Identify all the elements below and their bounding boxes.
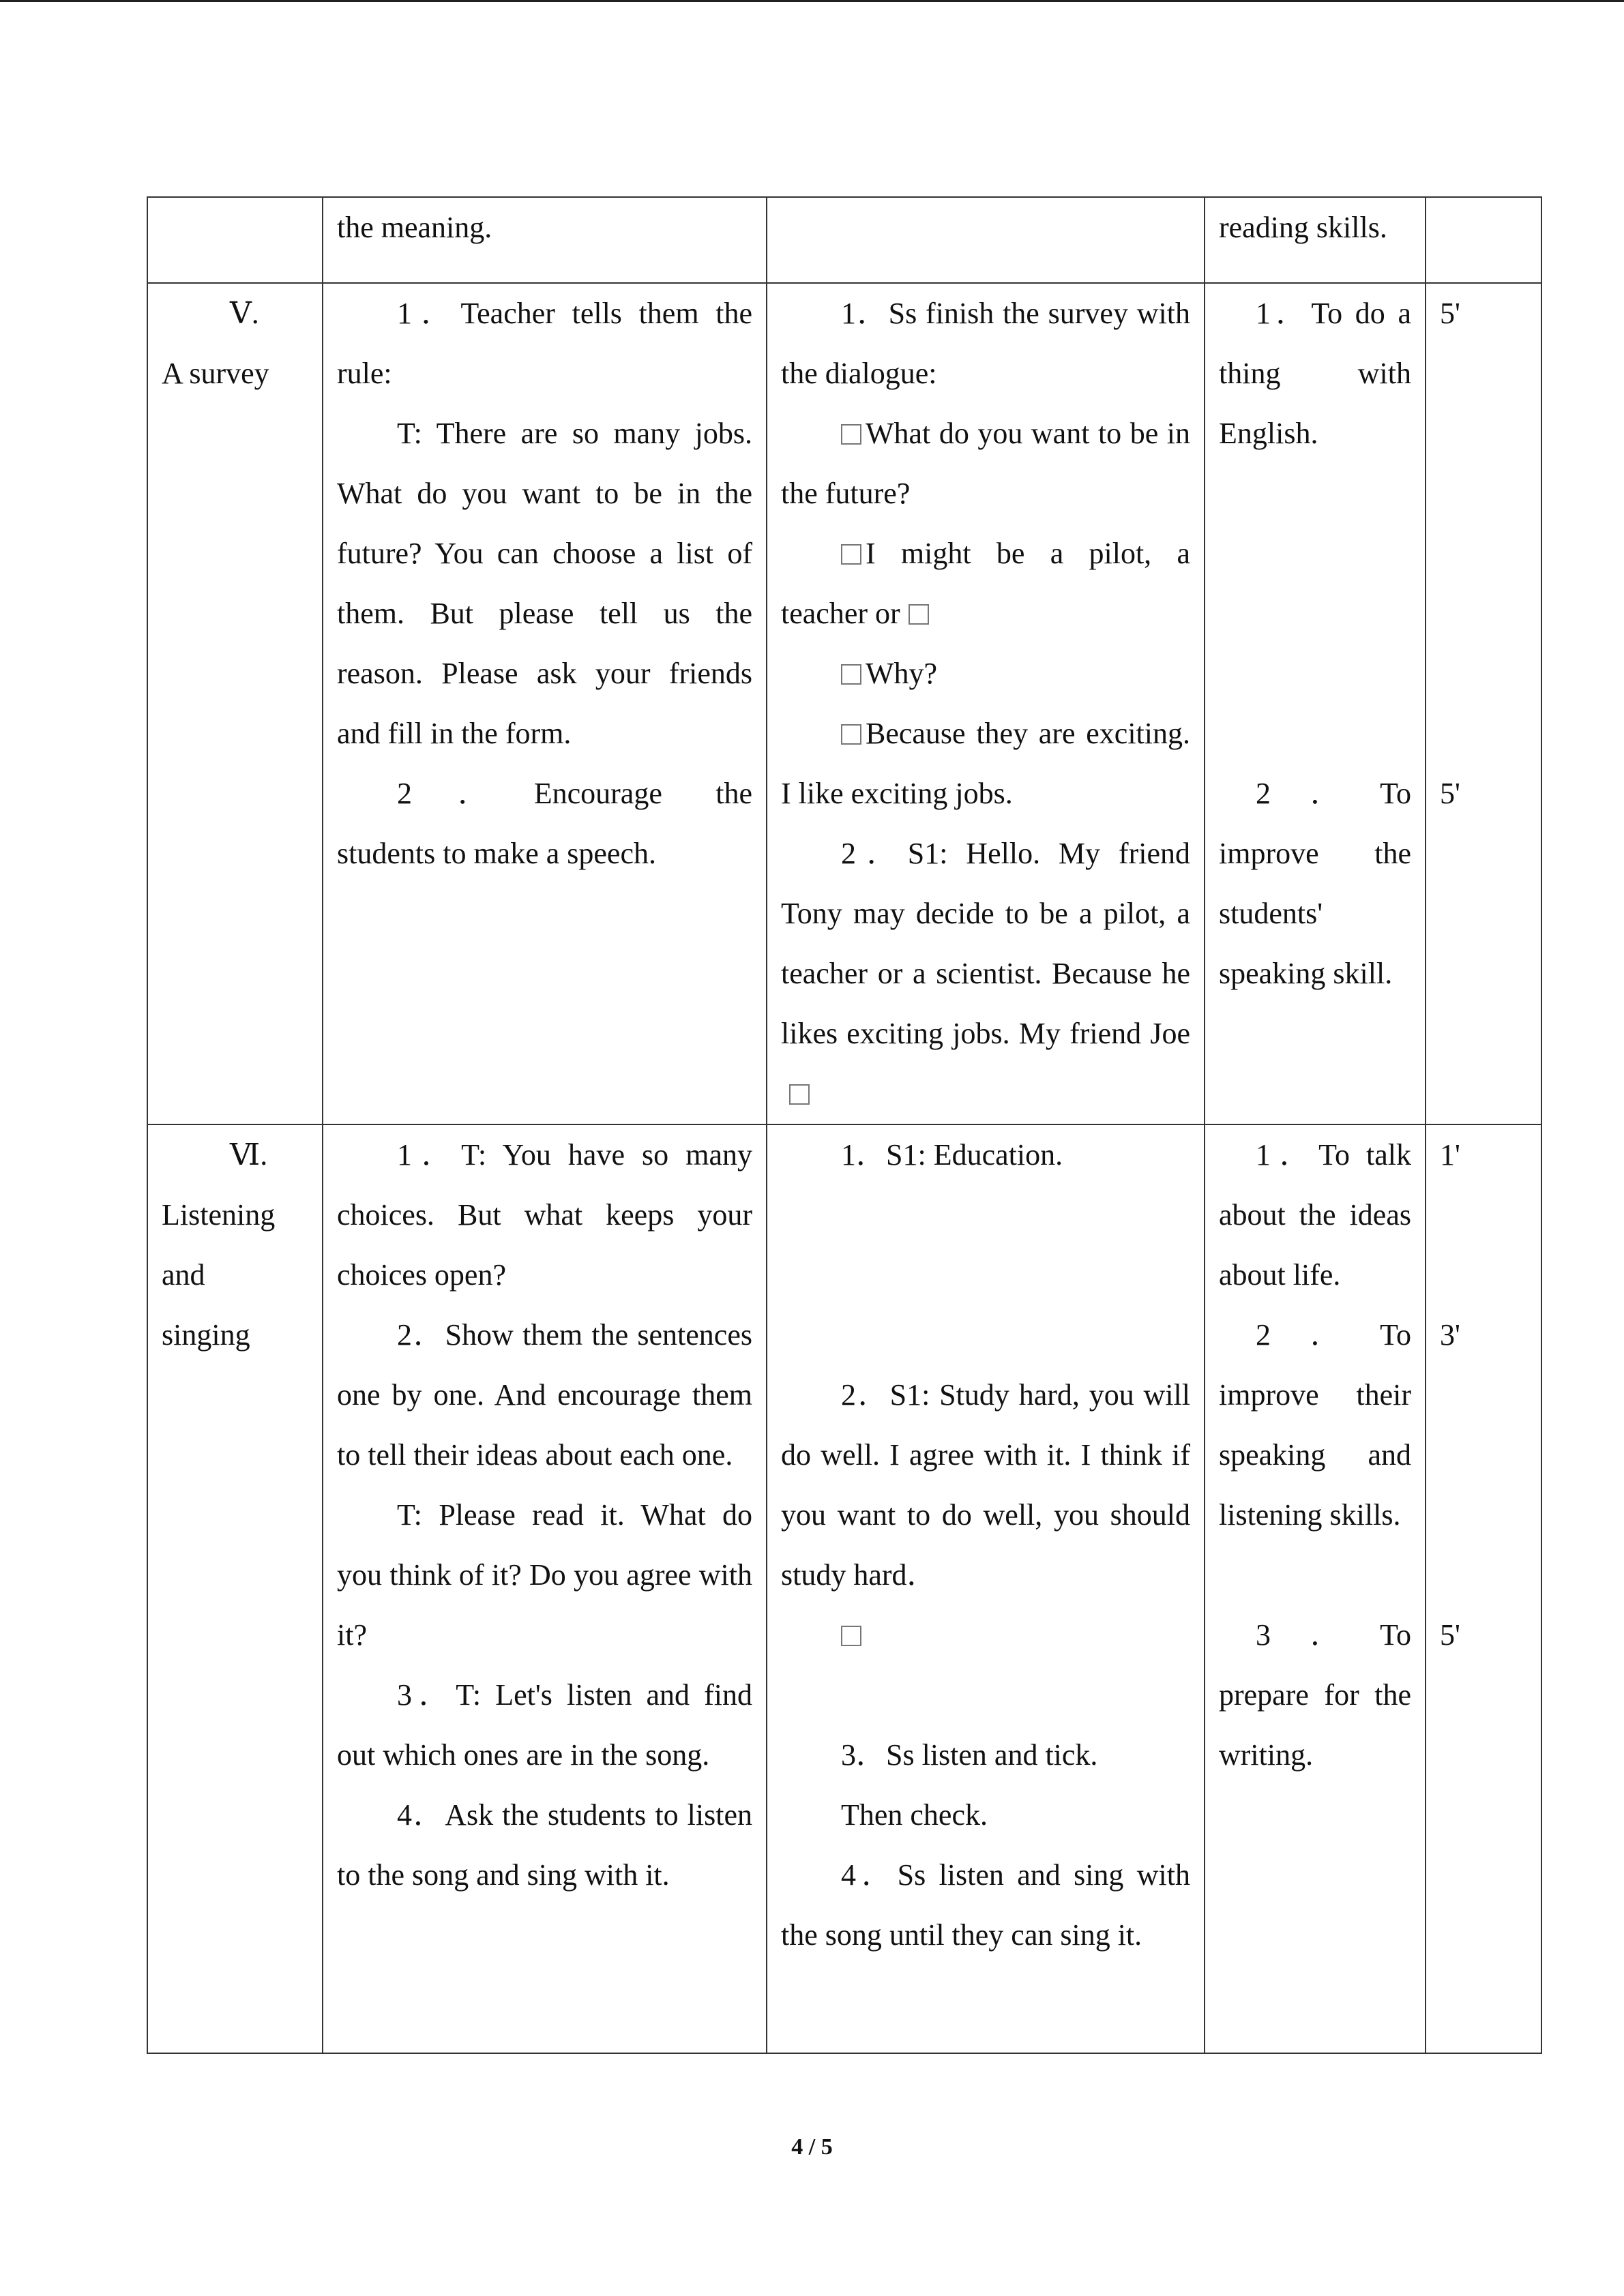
stage-cell xyxy=(147,283,323,1124)
student-activity-cell xyxy=(767,1124,1205,2053)
teacher-activity-cell xyxy=(323,283,767,1124)
teacher-activity-cell xyxy=(323,1124,767,2053)
time-2: 5' xyxy=(1440,777,1460,810)
time-2: 3' xyxy=(1440,1318,1460,1352)
page-number: 4 / 5 xyxy=(791,2134,833,2160)
teacher-step-2-prompt: T: Please read it. What do you think of it? Do you agree with it? xyxy=(337,1498,752,1652)
teacher-step-2-line2: students to make a speech. xyxy=(337,837,656,870)
empty-box-icon xyxy=(841,424,861,445)
student-activity-cell xyxy=(767,197,1205,283)
stage-numeral: Ⅵ. xyxy=(230,1138,268,1172)
teacher-step-4: 4．Ask the students to listen to the song and sing with it. xyxy=(337,1798,752,1892)
teacher-activity-text: the meaning. xyxy=(337,211,492,244)
aim-2: 2．To improve the students' speaking skill. xyxy=(1219,777,1411,990)
teacher-step-2: 2．Show them the sentences one by one. And encourage them to tell their ideas about each one. xyxy=(337,1318,752,1472)
stage-cell xyxy=(147,197,323,283)
stage-title: A survey xyxy=(162,357,269,390)
student-step-2: 2．S1: Study hard, you will do well. I agree with it. I think if you want to do well, you should study hard． xyxy=(781,1378,1190,1592)
aim-1: 1．To do a thing with English. xyxy=(1219,297,1411,450)
student-step-1: 1．Ss finish the survey with the dialogue: xyxy=(781,297,1190,390)
dialogue-line-answer-1: I might be a pilot, a teacher or xyxy=(781,537,1190,630)
teacher-step-3: 3．T: Let's listen and find out which ones are in the song. xyxy=(337,1678,752,1772)
student-step-3: 3．Ss listen and tick. xyxy=(841,1738,1098,1772)
teacher-activity-cell xyxy=(323,197,767,283)
time-cell xyxy=(1426,283,1541,1124)
aims-cell xyxy=(1205,1124,1426,2053)
student-step-1: 1．S1: Education. xyxy=(841,1138,1063,1172)
student-step-2: 2．S1: Hello. My friend Tony may decide to be a pilot, a teacher or a scientist. Because he likes exciting jobs. My friend Joe xyxy=(781,824,1190,1124)
stage-cell xyxy=(147,1124,323,2053)
time-1: 5' xyxy=(1440,297,1460,330)
time-cell xyxy=(1426,197,1541,283)
student-step-4: 4．Ss listen and sing with the song until they can sing it. xyxy=(781,1858,1190,1952)
student-step-3-check: Then check. xyxy=(841,1798,988,1832)
stage-title: Listening and singing xyxy=(162,1198,276,1352)
aim-2: 2．To improve their speaking and listening skills. xyxy=(1219,1318,1411,1532)
aims-cell xyxy=(1205,197,1426,283)
aim-1: 1．To talk about the ideas about life. xyxy=(1219,1138,1411,1292)
aims-cell xyxy=(1205,283,1426,1124)
aims-text: reading skills. xyxy=(1219,211,1387,244)
empty-box-icon xyxy=(789,1084,810,1105)
time-1: 1' xyxy=(1440,1138,1460,1172)
top-border-line xyxy=(0,0,1624,2)
empty-box-icon xyxy=(841,724,861,745)
dialogue-line-question-1: What do you want to be in the future? xyxy=(781,417,1190,510)
table-row-stage-6 xyxy=(147,1124,1541,2053)
teacher-step-2-line1: 2．Encourage the xyxy=(397,777,752,810)
dialogue-line-question-2: Why? xyxy=(781,644,1190,704)
teacher-step-1-dialogue: T: There are so many jobs. What do you want to be in the future? You can choose a list of them. But please tell us the reason. Please ask your friends and fill in the form. xyxy=(337,417,752,750)
teacher-step-1: 1．T: You have so many choices. But what keeps your choices open? xyxy=(337,1138,752,1292)
time-cell xyxy=(1426,1124,1541,2053)
teacher-step-1: 1．Teacher tells them the rule: xyxy=(337,297,752,390)
empty-box-icon xyxy=(841,1626,861,1646)
table-row-stage-5 xyxy=(147,283,1541,1124)
lesson-plan-table xyxy=(147,196,1542,2054)
time-3: 5' xyxy=(1440,1618,1460,1652)
aim-3: 3．To prepare for the writing. xyxy=(1219,1618,1411,1772)
stage-numeral: Ⅴ. xyxy=(230,297,259,330)
student-activity-cell xyxy=(767,283,1205,1124)
dialogue-line-answer-2: Because they are exciting. I like exciting jobs. xyxy=(781,717,1190,810)
empty-box-icon xyxy=(841,544,861,565)
empty-box-icon xyxy=(909,604,929,625)
table-row-continued xyxy=(147,197,1541,283)
student-step-2-blank xyxy=(781,1605,1190,1665)
empty-box-icon xyxy=(841,664,861,685)
